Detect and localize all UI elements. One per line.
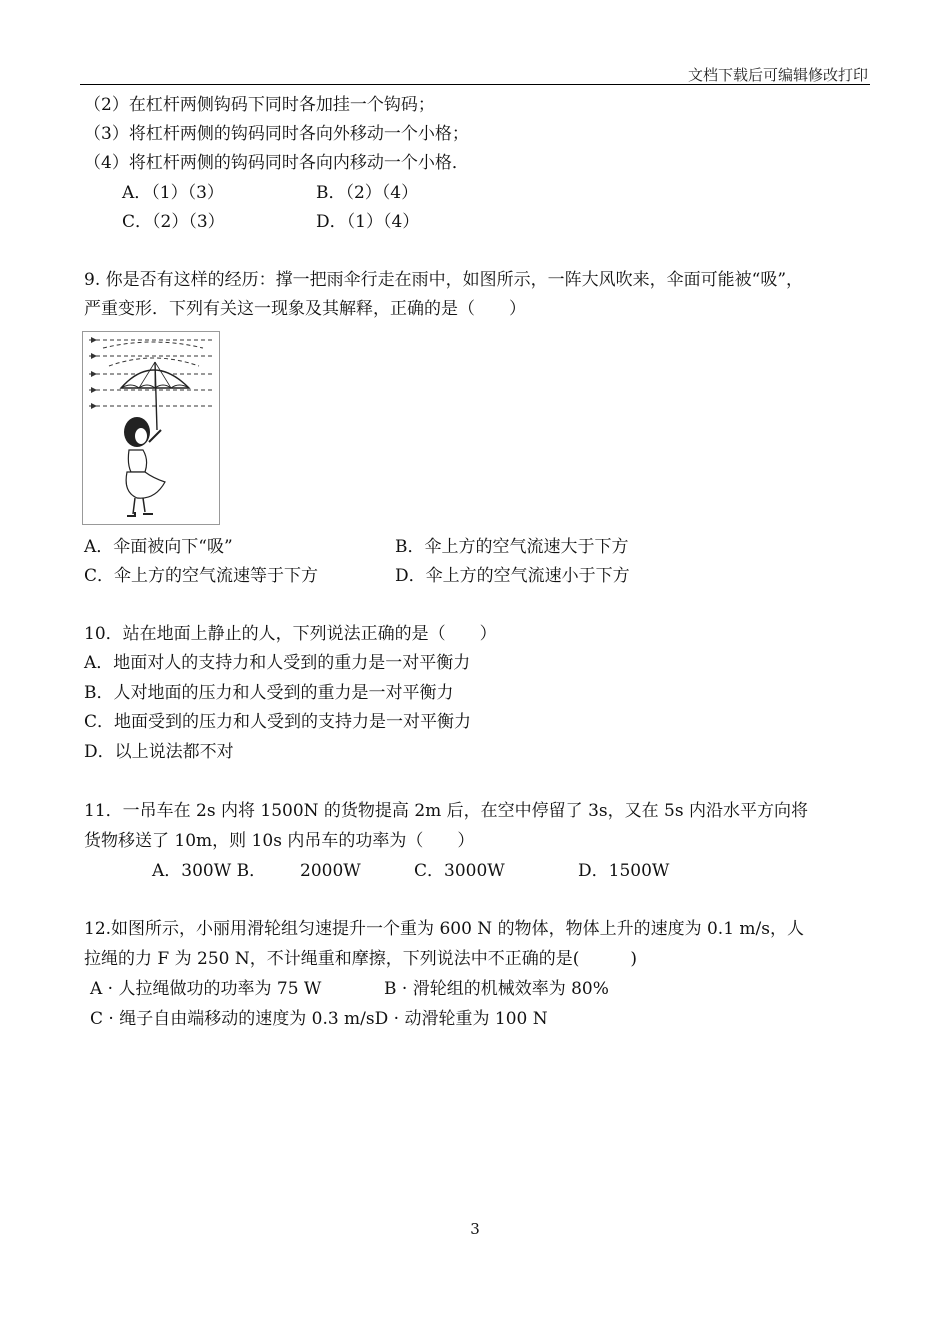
q9-option-d: D．伞上方的空气流速小于下方 [395, 566, 630, 586]
q11-stem-line-2: 货物移送了 10m，则 10s 内吊车的功率为（ ） [84, 831, 475, 851]
q8-option-c: C．（2）（3） [122, 212, 225, 232]
q9-stem-line-1: 9. 你是否有这样的经历：撑一把雨伞行走在雨中，如图所示，一阵大风吹来，伞面可能被“吸”， [84, 270, 804, 290]
q8-item-2: （2）在杠杆两侧钩码下同时各加挂一个钩码； [84, 95, 435, 115]
q11-option-c: C．3000W [414, 861, 505, 881]
q9-option-c: C．伞上方的空气流速等于下方 [84, 566, 319, 586]
umbrella-wind-figure [82, 331, 220, 525]
q10-option-c: C．地面受到的压力和人受到的支持力是一对平衡力 [84, 712, 472, 732]
q8-option-d: D．（1）（4） [316, 212, 420, 232]
header-text: 文档下载后可编辑修改打印 [687, 66, 868, 84]
q11-option-a-b: A．300W B． [152, 861, 267, 881]
q8-item-4: （4）将杠杆两侧的钩码同时各向内移动一个小格． [84, 153, 469, 173]
umbrella-wind-icon [83, 332, 219, 524]
q10-option-d: D．以上说法都不对 [84, 742, 234, 762]
q12-stem-line-2: 拉绳的力 F 为 250 N，不计绳重和摩擦，下列说法中不正确的是( ) [84, 949, 637, 969]
q9-option-b: B．伞上方的空气流速大于下方 [395, 537, 629, 557]
q9-stem-line-2: 严重变形．下列有关这一现象及其解释，正确的是（ ） [84, 299, 526, 319]
q10-stem: 10．站在地面上静止的人，下列说法正确的是（ ） [84, 624, 497, 644]
q10-option-a: A．地面对人的支持力和人受到的重力是一对平衡力 [84, 653, 471, 673]
q9-option-a: A．伞面被向下“吸” [84, 537, 233, 557]
q11-option-d: D．1500W [578, 861, 670, 881]
q8-option-b: B．（2）（4） [316, 183, 419, 203]
q8-option-a: A．（1）（3） [122, 183, 224, 203]
header-rule [80, 84, 870, 85]
q12-option-b: B · 滑轮组的机械效率为 80% [384, 979, 609, 999]
q11-option-b-value: 2000W [300, 861, 361, 881]
q11-stem-line-1: 11．一吊车在 2s 内将 1500N 的货物提高 2m 后，在空中停留了 3s，又在 5s 内沿水平方向将 [84, 801, 808, 821]
q8-item-3: （3）将杠杆两侧的钩码同时各向外移动一个小格； [84, 124, 469, 144]
q12-option-a: A · 人拉绳做功的功率为 75 W [90, 979, 322, 999]
q12-option-c-d: C · 绳子自由端移动的速度为 0.3 m/sD · 动滑轮重为 100 N [90, 1009, 548, 1029]
page-number: 3 [470, 1220, 480, 1238]
q10-option-b: B．人对地面的压力和人受到的重力是一对平衡力 [84, 683, 454, 703]
q12-stem-line-1: 12.如图所示，小丽用滑轮组匀速提升一个重为 600 N 的物体，物体上升的速度为 0.1 m/s，人 [84, 919, 804, 939]
